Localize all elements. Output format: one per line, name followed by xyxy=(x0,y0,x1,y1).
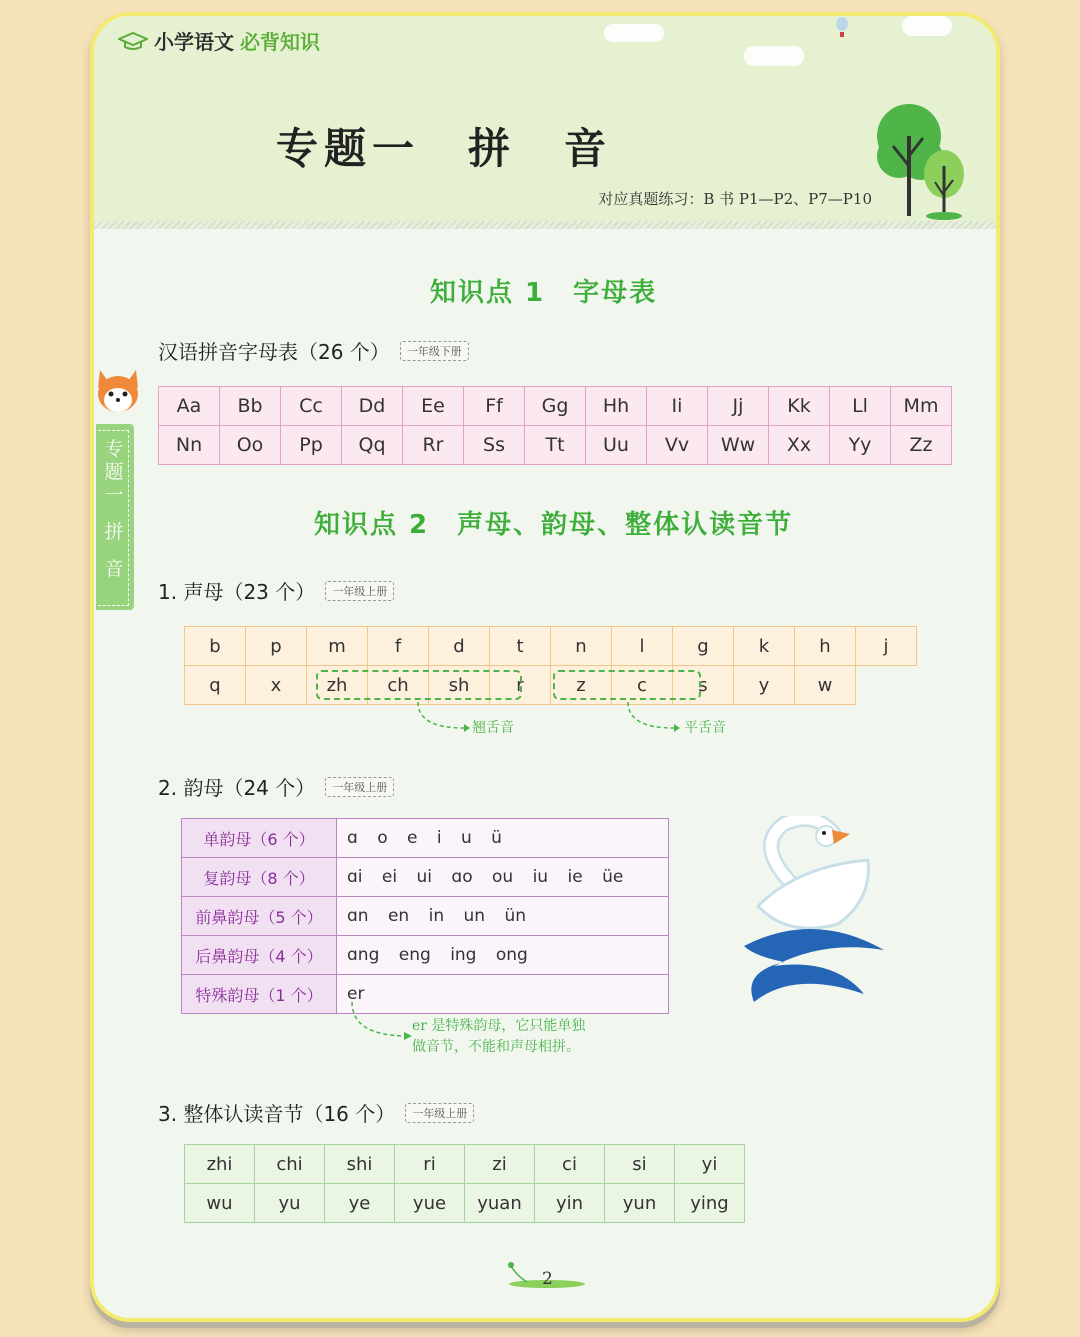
syllable-cell: yu xyxy=(255,1184,325,1223)
side-chapter-tab xyxy=(96,424,134,610)
initial-cell: q xyxy=(185,666,246,705)
header-divider xyxy=(94,221,996,229)
finals-table xyxy=(181,818,669,1014)
alphabet-cell: Ff xyxy=(464,387,525,426)
retroflex-group-box xyxy=(316,670,522,700)
whole-syllables-table xyxy=(184,1144,745,1223)
page-title: 专题一 拼 音 xyxy=(275,124,612,173)
syllable-cell: yuan xyxy=(465,1184,535,1223)
syllable-cell: ye xyxy=(325,1184,395,1223)
retroflex-arrow xyxy=(412,700,472,734)
syllable-cell: ci xyxy=(535,1145,605,1184)
syllable-cell: zhi xyxy=(185,1145,255,1184)
initial-cell: h xyxy=(795,627,856,666)
side-tab-char: 专 xyxy=(104,438,124,460)
finals-category: 复韵母（8 个） xyxy=(182,858,337,897)
brand-part2: 必背知识 xyxy=(240,30,320,54)
initial-cell: b xyxy=(185,627,246,666)
alphabet-cell: Yy xyxy=(830,426,891,465)
retroflex-note: 翘舌音 xyxy=(472,720,514,736)
alphabet-cell: Pp xyxy=(281,426,342,465)
balloon-icon xyxy=(834,16,850,40)
initial-cell: w xyxy=(795,666,856,705)
tree-illustration xyxy=(869,96,969,221)
initial-cell: k xyxy=(734,627,795,666)
alphabet-cell: Ll xyxy=(830,387,891,426)
syllable-cell: zi xyxy=(465,1145,535,1184)
alphabet-cell: Zz xyxy=(891,426,952,465)
er-note xyxy=(412,1016,585,1058)
alphabet-label xyxy=(158,336,469,365)
initial-cell: g xyxy=(673,627,734,666)
finals-category: 后鼻韵母（4 个） xyxy=(182,936,337,975)
initials-table xyxy=(184,626,917,705)
whole-label xyxy=(158,1098,474,1127)
alphabet-cell: Tt xyxy=(525,426,586,465)
alphabet-cell: Cc xyxy=(281,387,342,426)
side-tab-char: 音 xyxy=(104,558,124,580)
syllable-cell: ri xyxy=(395,1145,465,1184)
flat-note: 平舌音 xyxy=(684,720,726,736)
graduation-cap-icon xyxy=(118,31,148,51)
alphabet-cell: Ee xyxy=(403,387,464,426)
alphabet-cell: Hh xyxy=(586,387,647,426)
finals-category: 前鼻韵母（5 个） xyxy=(182,897,337,936)
syllable-cell: shi xyxy=(325,1145,395,1184)
page-card xyxy=(90,12,1000,1322)
alphabet-cell: Qq xyxy=(342,426,403,465)
alphabet-cell: Rr xyxy=(403,426,464,465)
alphabet-cell: Aa xyxy=(159,387,220,426)
brand-logo xyxy=(118,26,320,55)
alphabet-cell: Nn xyxy=(159,426,220,465)
initial-cell: c xyxy=(612,666,673,705)
side-tab-char: 一 xyxy=(104,484,124,506)
initial-cell: s xyxy=(673,666,734,705)
alphabet-cell: Dd xyxy=(342,387,403,426)
initial-cell: d xyxy=(429,627,490,666)
syllable-cell: yi xyxy=(675,1145,745,1184)
grade-tag: 一年级下册 xyxy=(400,341,469,361)
cloud xyxy=(744,46,804,66)
initials-label xyxy=(158,576,394,605)
side-tab-char: 题 xyxy=(104,461,124,483)
syllable-cell: yun xyxy=(605,1184,675,1223)
er-note-line: er 是特殊韵母，它只能单独 xyxy=(412,1018,586,1034)
grade-tag: 一年级上册 xyxy=(325,777,394,797)
cloud xyxy=(902,16,952,36)
syllable-cell: chi xyxy=(255,1145,325,1184)
syllable-cell: si xyxy=(605,1145,675,1184)
flat-arrow xyxy=(622,700,682,734)
alphabet-cell: Kk xyxy=(769,387,830,426)
page-number: 2 xyxy=(542,1269,553,1289)
initial-cell: j xyxy=(856,627,917,666)
initial-cell: m xyxy=(307,627,368,666)
initial-cell: x xyxy=(246,666,307,705)
initial-cell: l xyxy=(612,627,673,666)
finals-values: ɑng eng ing ong xyxy=(337,936,669,975)
alphabet-cell: Uu xyxy=(586,426,647,465)
initial-cell: sh xyxy=(429,666,490,705)
kp1-heading: 知识点 1 字母表 xyxy=(430,278,658,308)
alphabet-cell: Gg xyxy=(525,387,586,426)
syllable-cell: yue xyxy=(395,1184,465,1223)
initial-cell: z xyxy=(551,666,612,705)
finals-category: 特殊韵母（1 个） xyxy=(182,975,337,1014)
alphabet-cell: Oo xyxy=(220,426,281,465)
initial-cell: zh xyxy=(307,666,368,705)
brand-part1: 小学语文 xyxy=(154,30,234,54)
cloud xyxy=(604,24,664,42)
side-tab-char: 拼 xyxy=(104,521,124,543)
alphabet-cell: Bb xyxy=(220,387,281,426)
grade-tag: 一年级上册 xyxy=(325,581,394,601)
finals-values: ɑi ei ui ɑo ou iu ie üe xyxy=(337,858,669,897)
finals-category: 单韵母（6 个） xyxy=(182,819,337,858)
fox-mascot-icon xyxy=(94,366,142,416)
finals-values: er xyxy=(337,975,669,1014)
alphabet-cell: Ii xyxy=(647,387,708,426)
er-note-line: 做音节，不能和声母相拼。 xyxy=(412,1039,580,1055)
finals-title: 2. 韵母（24 个） xyxy=(158,776,316,800)
whole-title: 3. 整体认读音节（16 个） xyxy=(158,1102,396,1126)
initials-title: 1. 声母（23 个） xyxy=(158,580,316,604)
alphabet-cell: Mm xyxy=(891,387,952,426)
finals-values: ɑ o e i u ü xyxy=(337,819,669,858)
empty-cell xyxy=(856,666,917,705)
kp2-heading: 知识点 2 声母、韵母、整体认读音节 xyxy=(314,510,794,540)
alphabet-table xyxy=(158,386,952,465)
finals-values: ɑn en in un ün xyxy=(337,897,669,936)
er-arrow xyxy=(344,1000,414,1044)
alphabet-title: 汉语拼音字母表（26 个） xyxy=(158,340,390,364)
initial-cell: p xyxy=(246,627,307,666)
initial-cell: f xyxy=(368,627,429,666)
alphabet-cell: Ss xyxy=(464,426,525,465)
grade-tag: 一年级上册 xyxy=(405,1103,474,1123)
flat-group-box xyxy=(553,670,701,700)
initial-cell: ch xyxy=(368,666,429,705)
initial-cell: y xyxy=(734,666,795,705)
alphabet-cell: Xx xyxy=(769,426,830,465)
syllable-cell: wu xyxy=(185,1184,255,1223)
alphabet-cell: Ww xyxy=(708,426,769,465)
syllable-cell: yin xyxy=(535,1184,605,1223)
initial-cell: t xyxy=(490,627,551,666)
swan-illustration xyxy=(734,816,904,1016)
alphabet-cell: Vv xyxy=(647,426,708,465)
finals-label xyxy=(158,772,394,801)
page-subtitle: 对应真题练习：B 书 P1—P2、P7—P10 xyxy=(598,190,872,208)
alphabet-cell: Jj xyxy=(708,387,769,426)
initial-cell: r xyxy=(490,666,551,705)
syllable-cell: ying xyxy=(675,1184,745,1223)
initial-cell: n xyxy=(551,627,612,666)
